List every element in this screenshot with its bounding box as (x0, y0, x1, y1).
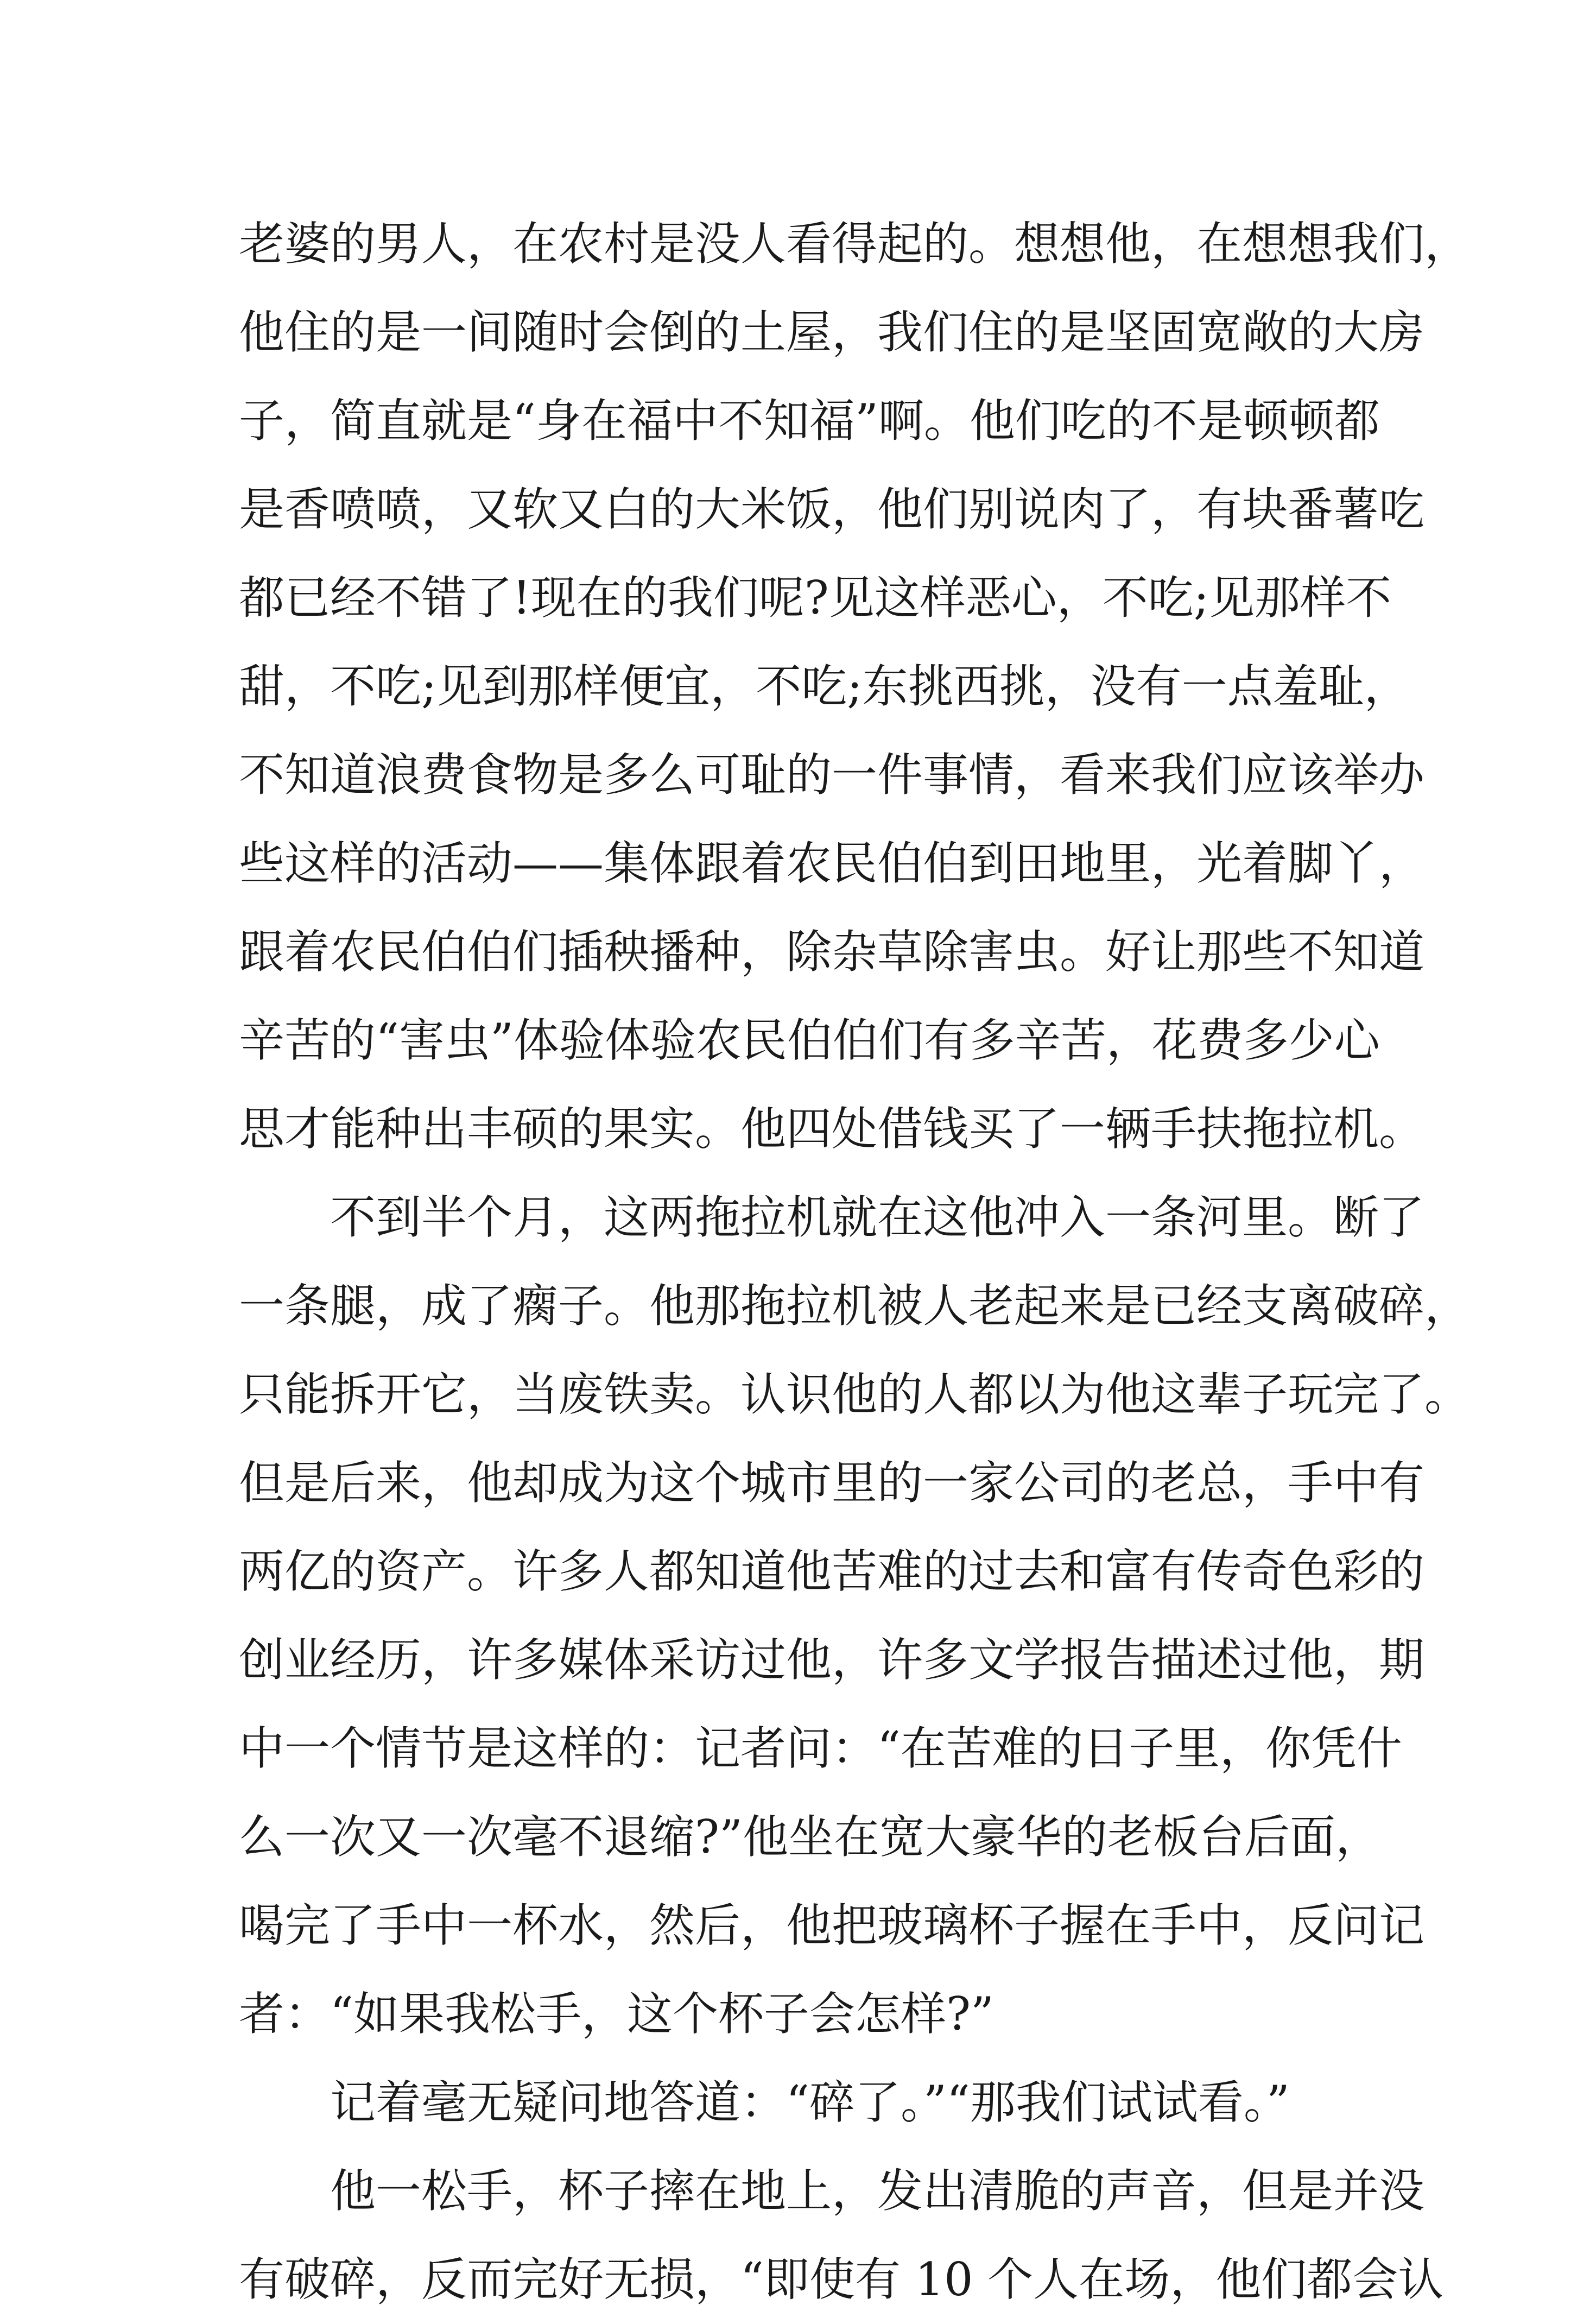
paragraph-first-line: 他一松手，杯子摔在地上，发出清脆的声音，但是并没 (330, 2164, 1425, 2218)
text-line: 老婆的男人，在农村是没人看得起的。想想他，在想想我们， (239, 217, 1471, 270)
text-line: 思才能种出丰硕的果实。他四处借钱买了一辆手扶拖拉机。 (239, 1102, 1425, 1155)
paragraph-first-line: 不到半个月，这两拖拉机就在这他冲入一条河里。断了 (330, 1191, 1425, 1244)
text-line: 他住的是一间随时会倒的土屋，我们住的是坚固宽敞的大房 (239, 306, 1425, 359)
text-line: 创业经历，许多媒体采访过他，许多文学报告描述过他，期 (239, 1633, 1425, 1687)
text-line: 辛苦的“害虫”体验体验农民伯伯们有多辛苦，花费多少心 (239, 1014, 1380, 1067)
text-line: 些这样的活动——集体跟着农民伯伯到田地里，光着脚丫， (239, 837, 1425, 890)
text-line: 只能拆开它，当废铁卖。认识他的人都以为他这辈子玩完了。 (239, 1368, 1471, 1421)
text-line: 跟着农民伯伯们插秧播种，除杂草除害虫。好让那些不知道 (239, 925, 1425, 978)
text-line: 中一个情节是这样的：记者问：“在苦难的日子里，你凭什 (239, 1722, 1402, 1775)
text-line: 都已经不错了!现在的我们呢?见这样恶心，不吃;见那样不 (239, 571, 1392, 624)
text-line: 但是后来，他却成为这个城市里的一家公司的老总，手中有 (239, 1456, 1425, 1510)
text-line: 有破碎，反而完好无损，“即使有 10 个人在场，他们都会认 (239, 2253, 1444, 2306)
text-line: 子，简直就是“身在福中不知福”啊。他们吃的不是顿顿都 (239, 394, 1380, 447)
paragraph-single-line: 记着毫无疑问地答道：“碎了。”“那我们试试看。” (330, 2076, 1290, 2129)
text-line: 两亿的资产。许多人都知道他苦难的过去和富有传奇色彩的 (239, 1545, 1425, 1598)
text-line: 不知道浪费食物是多么可耻的一件事情，看来我们应该举办 (239, 748, 1425, 801)
text-line: 么一次又一次毫不退缩?”他坐在宽大豪华的老板台后面， (239, 1810, 1381, 1864)
text-line: 一条腿，成了瘸子。他那拖拉机被人老起来是已经支离破碎， (239, 1279, 1471, 1332)
paragraph-last-line: 者：“如果我松手，这个杯子会怎样?” (239, 1987, 994, 2041)
text-line: 喝完了手中一杯水，然后，他把玻璃杯子握在手中，反问记 (239, 1899, 1425, 1952)
text-line: 甜，不吃;见到那样便宜，不吃;东挑西挑，没有一点羞耻， (239, 660, 1410, 713)
text-line: 是香喷喷，又软又白的大米饭，他们别说肉了，有块番薯吃 (239, 483, 1425, 536)
body-text (239, 200, 1471, 2324)
